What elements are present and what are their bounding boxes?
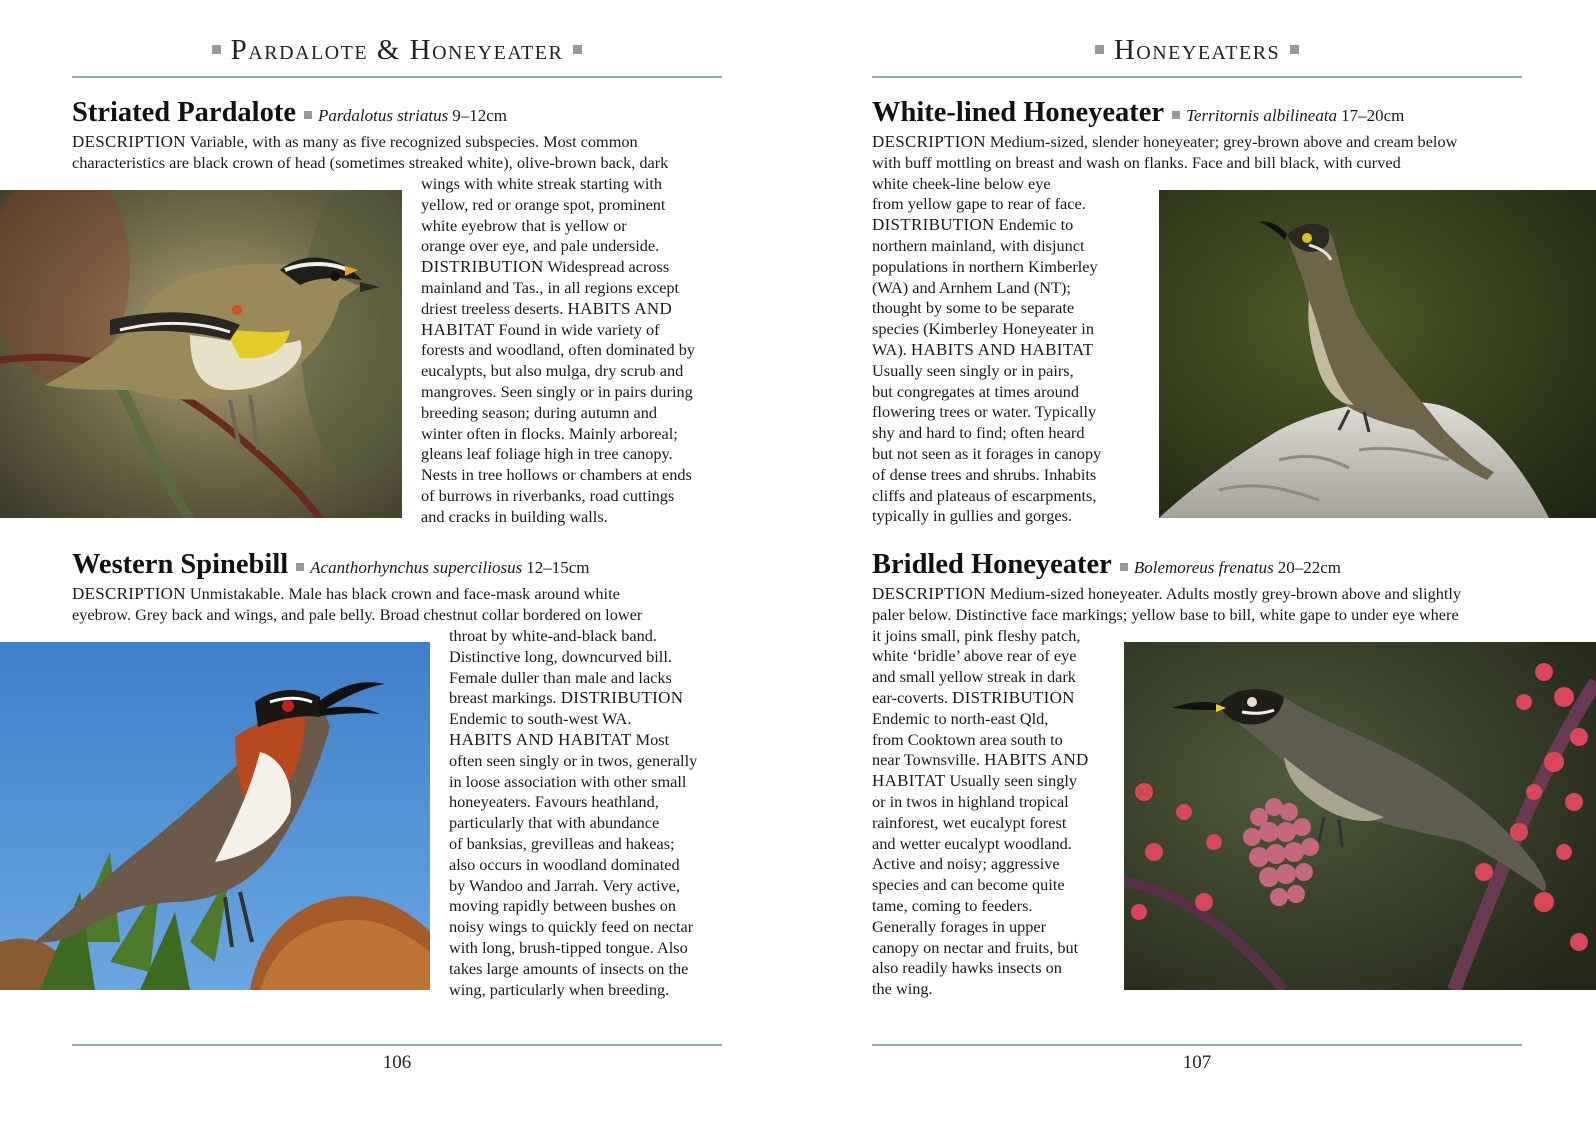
text-line: ear-coverts. <box>872 687 949 707</box>
text-line: moving rapidly between bushes on <box>449 896 676 916</box>
text-line: canopy on nectar and fruits, but <box>872 937 1079 957</box>
text-line: Female duller than male and lacks <box>449 667 672 687</box>
text-line: noisy wings to quickly feed on nectar <box>449 917 694 937</box>
text-line: takes large amounts of insects on the <box>449 958 689 978</box>
text-line: Most <box>635 729 670 749</box>
photo-western-spinebill <box>0 642 430 990</box>
text-line: or in twos in highland tropical <box>872 791 1069 811</box>
text-line: and cracks in building walls. <box>421 506 608 526</box>
photo-bridled-honeyeater <box>1124 642 1596 990</box>
label-distribution: DISTRIBUTION <box>952 687 1075 707</box>
text-line: eyebrow. Grey back and wings, and pale belly. Broad chestnut collar bordered on lower <box>72 604 643 624</box>
text-line: winter often in flocks. Mainly arboreal; <box>421 423 678 443</box>
square-bullet-icon <box>1172 111 1180 119</box>
text-line: of banksias, grevilleas and hakeas; <box>449 833 675 853</box>
text-line: typically in gullies and gorges. <box>872 506 1073 526</box>
text-line: from Cooktown area south to <box>872 729 1063 749</box>
bottom-rule <box>872 1044 1522 1046</box>
text-line: particularly that with abundance <box>449 813 660 833</box>
text-line: white cheek-line below eye <box>872 173 1051 193</box>
text-line: gleans leaf foliage high in tree canopy. <box>421 444 673 464</box>
top-rule <box>872 76 1522 78</box>
text-line: orange over eye, and pale underside. <box>421 236 660 256</box>
square-bullet-icon <box>1095 45 1104 54</box>
photo-striated-pardalote <box>0 190 402 518</box>
label-habits: HABITS AND <box>567 298 673 318</box>
species-text <box>72 584 642 626</box>
square-bullet-icon <box>304 111 312 119</box>
photo-white-lined-honeyeater <box>1159 190 1596 518</box>
top-rule <box>72 76 722 78</box>
bottom-rule <box>72 1044 722 1046</box>
running-head-text: Pardalote & Honeyeater <box>230 34 564 66</box>
label-distribution: DISTRIBUTION <box>872 215 995 235</box>
text-line: and wetter eucalypt woodland. <box>872 833 1072 853</box>
page-number: 106 <box>382 1052 412 1073</box>
text-line: cliffs and plateaus of escarpments, <box>872 485 1097 505</box>
text-line: Distinctive long, downcurved bill. <box>449 646 672 666</box>
text-line: the wing. <box>872 979 933 999</box>
species-text-wrap <box>421 174 695 528</box>
square-bullet-icon <box>1290 45 1299 54</box>
square-bullet-icon <box>573 45 582 54</box>
label-habits: HABITAT <box>872 771 946 791</box>
text-line: Unmistakable. Male has black crown and face-mask around white <box>189 584 620 603</box>
text-line: wings with white streak starting with <box>421 174 663 193</box>
scientific-name: Bolemoreus frenatus <box>1133 558 1274 577</box>
text-line: Usually seen singly <box>949 771 1078 791</box>
text-line: northern mainland, with disjunct <box>872 235 1085 255</box>
label-habits: HABITS AND <box>984 750 1089 770</box>
species-text <box>72 132 668 174</box>
text-line: (WA) and Arnhem Land (NT); <box>872 277 1071 297</box>
text-line: Medium-sized honeyeater. Adults mostly grey-brown above and slightly <box>989 584 1462 603</box>
text-line: throat by white-and-black band. <box>449 626 657 645</box>
text-line: WA). <box>872 339 907 359</box>
square-bullet-icon <box>1120 563 1128 571</box>
text-line: but congregates at times around <box>872 381 1080 401</box>
bird-illustration-icon <box>0 190 402 518</box>
size: 9–12cm <box>452 106 507 125</box>
label-habits: HABITS AND HABITAT <box>449 729 632 749</box>
text-line: populations in northern Kimberley <box>872 256 1098 276</box>
running-head <box>872 34 1522 74</box>
running-head <box>72 34 722 74</box>
label-habits: HABITS AND HABITAT <box>910 339 1094 359</box>
text-line: but not seen as it forages in canopy <box>872 443 1102 463</box>
right-page <box>798 0 1596 1121</box>
text-line: Widespread across <box>547 257 670 277</box>
text-line: Endemic to north-east Qld, <box>872 708 1049 728</box>
species-text-wrap <box>449 626 697 1000</box>
running-head-text: Honeyeaters <box>1113 34 1281 66</box>
species-heading <box>872 99 1404 128</box>
text-line: Generally forages in upper <box>872 916 1047 936</box>
text-line: Variable, with as many as five recognized subspecies. Most common <box>189 132 638 151</box>
scientific-name: Territornis albilineata <box>1186 106 1338 125</box>
text-line: Found in wide variety of <box>498 319 660 339</box>
text-line: in loose association with other small <box>449 771 687 791</box>
text-line: driest treeless deserts. <box>421 298 564 318</box>
text-line: also readily hawks insects on <box>872 958 1062 978</box>
text-line: Nests in tree hollows or chambers at ends <box>421 465 692 485</box>
scientific-name: Pardalotus striatus <box>318 106 449 125</box>
text-line: thought by some to be separate <box>872 298 1075 318</box>
text-line: Endemic to south-west WA. <box>449 709 632 729</box>
text-line: of dense trees and shrubs. Inhabits <box>872 464 1097 484</box>
size: 12–15cm <box>526 558 590 577</box>
text-line: tame, coming to feeders. <box>872 895 1033 915</box>
text-line: Medium-sized, slender honeyeater; grey-brown above and cream below <box>989 132 1458 151</box>
common-name: Western Spinebill <box>72 549 289 580</box>
text-line: rainforest, wet eucalypt forest <box>872 812 1067 832</box>
text-line: paler below. Distinctive face markings; yellow base to bill, white gape to under eye where <box>872 604 1459 624</box>
text-line: and small yellow streak in dark <box>872 667 1076 687</box>
text-line: mainland and Tas., in all regions except <box>421 277 680 297</box>
text-line: shy and hard to find; often heard <box>872 423 1085 443</box>
label-habits: HABITAT <box>421 319 495 339</box>
text-line: Endemic to <box>998 215 1074 235</box>
text-line: of burrows in riverbanks, road cuttings <box>421 485 675 505</box>
text-line: also occurs in woodland dominated <box>449 854 680 874</box>
text-line: forests and woodland, often dominated by <box>421 340 696 360</box>
text-line: species (Kimberley Honeyeater in <box>872 319 1094 339</box>
square-bullet-icon <box>212 45 221 54</box>
text-line: it joins small, pink fleshy patch, <box>872 625 1081 645</box>
text-line: Usually seen singly or in pairs, <box>872 360 1074 380</box>
species-heading <box>72 99 507 128</box>
text-line: often seen singly or in twos, generally <box>449 750 698 770</box>
text-line: honeyeaters. Favours heathland, <box>449 792 659 812</box>
text-line: white eyebrow that is yellow or <box>421 215 627 235</box>
size: 20–22cm <box>1277 558 1342 577</box>
text-line: near Townsville. <box>872 750 980 770</box>
text-line: white ‘bridle’ above rear of eye <box>872 646 1077 666</box>
common-name: White-lined Honeyeater <box>872 97 1165 128</box>
text-line: wing, particularly when breeding. <box>449 979 670 999</box>
common-name: Bridled Honeyeater <box>872 549 1112 580</box>
text-line: breeding season; during autumn and <box>421 402 658 422</box>
label-distribution: DISTRIBUTION <box>421 257 544 277</box>
bird-illustration-icon <box>0 642 430 990</box>
text-line: with buff mottling on breast and wash on flanks. Face and bill black, with curved <box>872 152 1401 172</box>
text-line: from yellow gape to rear of face. <box>872 194 1086 214</box>
square-bullet-icon <box>296 563 304 571</box>
scientific-name: Acanthorhynchus superciliosus <box>310 558 523 577</box>
label-description: DESCRIPTION <box>72 584 186 603</box>
label-description: DESCRIPTION <box>872 132 986 151</box>
text-line: yellow, red or orange spot, prominent <box>421 194 666 214</box>
page-number: 107 <box>1182 1052 1212 1073</box>
text-line: by Wandoo and Jarrah. Very active, <box>449 875 680 895</box>
species-heading <box>72 551 589 580</box>
text-line: breast markings. <box>449 688 557 708</box>
bird-illustration-icon <box>1124 642 1596 990</box>
label-description: DESCRIPTION <box>872 584 986 603</box>
size: 17–20cm <box>1341 106 1405 125</box>
text-line: flowering trees or water. Typically <box>872 402 1097 422</box>
label-description: DESCRIPTION <box>72 132 186 151</box>
bird-illustration-icon <box>1159 190 1596 518</box>
text-line: Active and noisy; aggressive <box>872 854 1060 874</box>
text-line: species and can become quite <box>872 875 1065 895</box>
label-distribution: DISTRIBUTION <box>560 688 684 708</box>
species-heading <box>872 551 1341 580</box>
common-name: Striated Pardalote <box>72 97 296 128</box>
text-line: with long, brush-tipped tongue. Also <box>449 937 688 957</box>
text-line: characteristics are black crown of head (sometimes streaked white), olive-brown back, dark <box>72 152 669 172</box>
text-line: mangroves. Seen singly or in pairs during <box>421 381 693 401</box>
text-line: eucalypts, but also mulga, dry scrub and <box>421 361 684 381</box>
